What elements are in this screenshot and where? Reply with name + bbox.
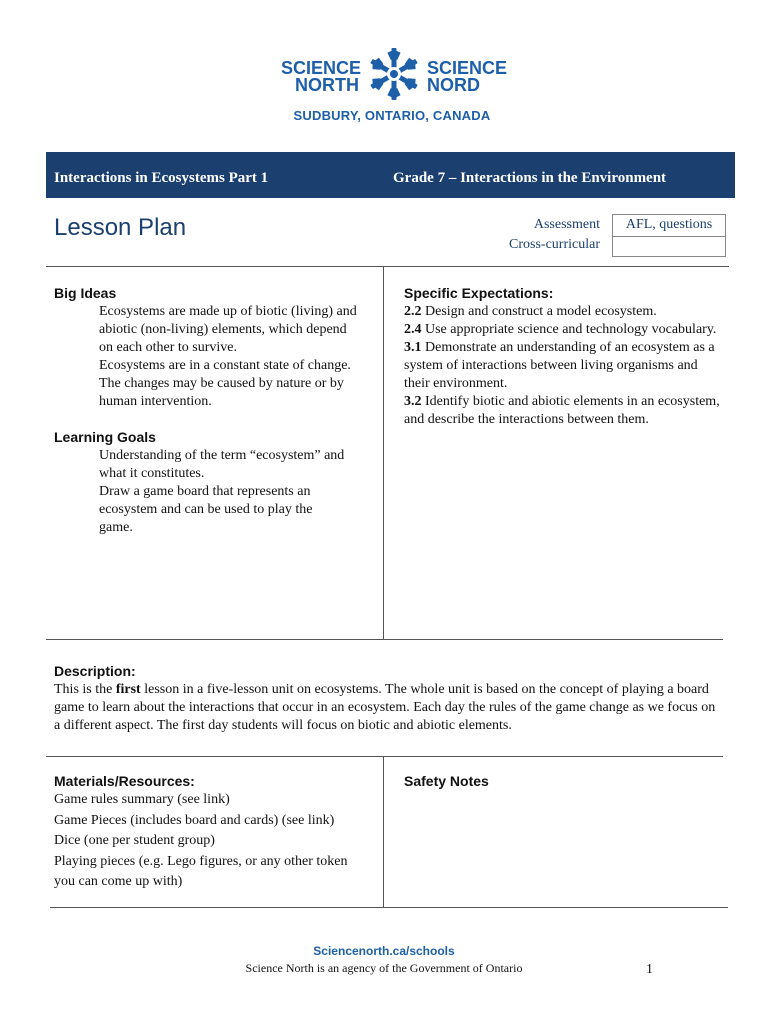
description-text-part: This is the — [54, 682, 116, 697]
cross-curricular-label: Cross-curricular — [509, 237, 600, 252]
expectation-text: Design and construct a model ecosystem. — [421, 304, 657, 319]
list-item — [404, 303, 722, 321]
big-ideas-heading: Big Ideas — [54, 285, 117, 301]
logo-text: NORTH — [295, 75, 359, 95]
materials-heading: Materials/Resources: — [54, 773, 195, 789]
logo-science-north — [281, 58, 362, 95]
footer-agency: Science North is an agency of the Government of Ontario — [245, 961, 523, 975]
list-item: Game rules summary (see link) — [54, 792, 230, 807]
specific-expectations-heading: Specific Expectations: — [404, 285, 554, 301]
expectation-number: 2.4 — [404, 322, 422, 337]
expectation-number: 3.1 — [404, 340, 422, 355]
list-item: Draw a game board that represents an ecosystem and can be used to play the game. — [99, 484, 313, 535]
divider — [46, 756, 723, 757]
assessment-labels — [509, 215, 600, 255]
expectation-text: Demonstrate an understanding of an ecosystem as a system of interactions between living organisms and their environment. — [404, 340, 715, 391]
logo-text: SCIENCE — [281, 58, 362, 78]
list-item: Game Pieces (includes board and cards) (see link) — [54, 812, 335, 828]
unit-title: Interactions in Ecosystems Part 1 — [54, 170, 269, 186]
list-item — [404, 321, 722, 339]
divider — [383, 266, 384, 639]
divider — [46, 266, 729, 267]
divider — [383, 756, 384, 907]
big-ideas-list — [99, 303, 359, 411]
snowflake-logo-icon — [365, 46, 423, 102]
list-item — [404, 339, 722, 393]
expectation-text: Identify biotic and abiotic elements in an ecosystem, and describe the interactions between them. — [404, 394, 720, 427]
assessment-value: AFL, questions — [613, 215, 725, 237]
expectations-list — [404, 303, 722, 429]
learning-goals-list — [99, 447, 349, 537]
safety-notes-heading: Safety Notes — [404, 773, 489, 789]
description-text — [54, 681, 722, 735]
logo-text: SCIENCE — [427, 58, 508, 78]
logo-city: SUDBURY, ONTARIO, CANADA — [293, 108, 491, 123]
expectation-number: 3.2 — [404, 394, 422, 409]
learning-goals-heading: Learning Goals — [54, 429, 156, 445]
list-item — [404, 393, 722, 429]
divider — [46, 639, 723, 640]
page-number: 1 — [646, 962, 653, 977]
assessment-label: Assessment — [533, 217, 600, 232]
assessment-table — [612, 214, 726, 257]
divider — [50, 907, 728, 908]
expectation-text: Use appropriate science and technology vocabulary. — [421, 322, 717, 337]
description-heading: Description: — [54, 663, 136, 679]
footer-link[interactable]: Sciencenorth.ca/schools — [313, 944, 455, 958]
logo-text: NORD — [427, 75, 480, 95]
description-text-part: lesson in a five-lesson unit on ecosystems. The whole unit is based on the concept of playing a board game to learn about the interactions that occur in an ecosystem. Each day the rules of the game change as we focus on a different aspect. The first day students will focus on biotic and abiotic elements. — [54, 682, 716, 733]
materials-list — [54, 790, 364, 893]
page-title: Lesson Plan — [54, 214, 187, 241]
list-item: Dice (one per student group) — [54, 833, 215, 848]
description-emphasis: first — [115, 682, 141, 697]
list-item: Ecosystems are in a constant state of change. The changes may be caused by nature or by human intervention. — [99, 358, 351, 409]
header-bar — [46, 152, 735, 198]
list-item: Playing pieces (e.g. Lego figures, or any other token you can come up with) — [54, 853, 348, 889]
list-item: Ecosystems are made up of biotic (living) and abiotic (non-living) elements, which depend on each other to survive. — [99, 304, 357, 355]
expectation-number: 2.2 — [404, 304, 422, 319]
list-item: Understanding of the term “ecosystem” and what it constitutes. — [99, 448, 345, 481]
logo-science-nord — [427, 60, 507, 94]
grade-title: Grade 7 – Interactions in the Environment — [393, 170, 667, 186]
